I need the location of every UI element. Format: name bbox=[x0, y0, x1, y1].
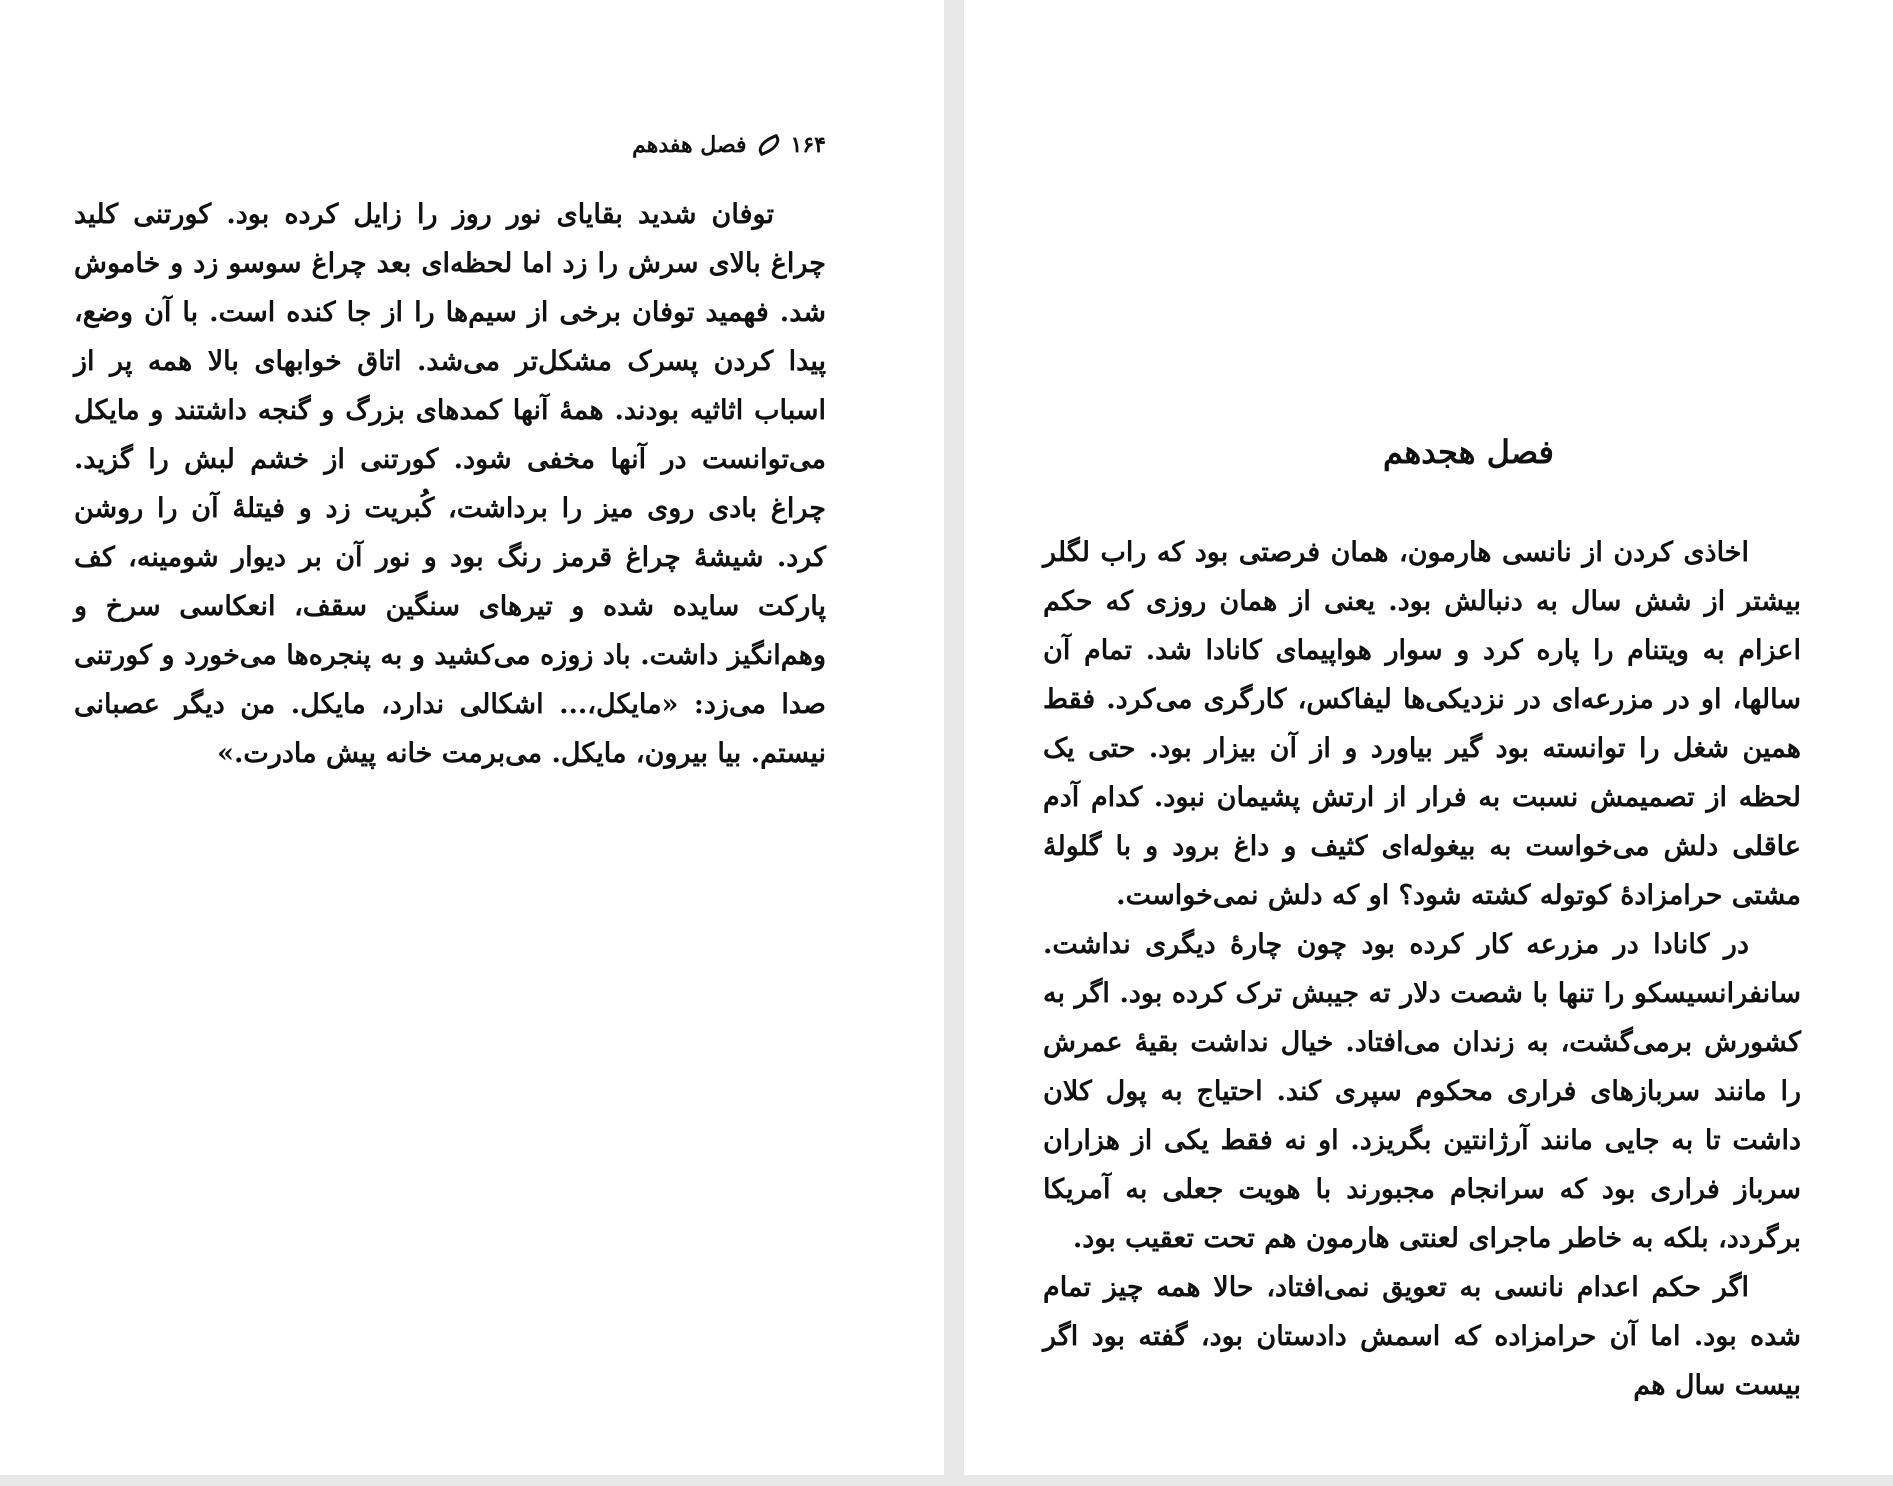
page-number: ۱۶۴ bbox=[790, 132, 826, 158]
paragraph: اخاذی کردن از نانسی هارمون، همان فرصتی بود که راب لگلر بیشتر از شش سال به دنبالش بود. یعنی از همان روزی که حکم اعزام به ویتنام را پاره کرد و سوار هواپیمای کانادا شد. تمام آن سالها، او در مزرعه‌ای در نزدیکی‌ها لیفاکس، کارگری می‌کرد. فقط همین شغل را توانسته بود گیر بیاورد و از آن بیزار بود. حتی یک لحظه از تصمیمش نسبت به فرار از ارتش پشیمان نبود. کدام آدم عاقلی دلش می‌خواست به بیغوله‌ای کثیف و داغ برود و با گلولهٔ مشتی حرامزادهٔ کوتوله کشته شود؟ او که دلش نمی‌خواست. bbox=[1043, 537, 1801, 911]
running-head bbox=[632, 130, 826, 160]
right-page bbox=[964, 0, 1893, 1475]
leaf-icon bbox=[755, 134, 783, 157]
running-head-chapter: فصل هفدهم bbox=[632, 132, 747, 158]
paragraph: توفان شدید بقایای نور روز را زایل کرده بود. کورتنی کلید چراغ بالای سرش را زد اما لحظه‌ای بعد چراغ سوسو زد و خاموش شد. فهمید توفان برخی از سیم‌ها را از جا کنده است. با آن وضع، پیدا کردن پسرک مشکل‌تر می‌شد. اتاق خوابهای بالا همه پر از اسباب اثاثیه بودند. همهٔ آنها کمدهای بزرگ و گنجه داشتند و مایکل می‌توانست در آنها مخفی شود. کورتنی از خشم لبش را گزید. چراغ بادی روی میز را برداشت، کُبریت زد و فیتلهٔ آن را روشن کرد. شیشهٔ چراغ قرمز رنگ بود و نور آن بر دیوار شومینه، کف پارکت سایده شده و تیرهای سنگین سقف، انعکاسی سرخ و وهم‌انگیز داشت. باد زوزه می‌کشید و به پنجره‌ها می‌خورد و کورتنی صدا می‌زد: «مایکل،... اشکالی ندارد، مایکل. من دیگر عصبانی نیستم. بیا بیرون، مایکل. می‌برمت خانه پیش مادرت.» bbox=[74, 199, 826, 769]
paragraph: اگر حکم اعدام نانسی به تعویق نمی‌افتاد، حالا همه چیز تمام شده بود. اما آن حرامزاده که اسمش دادستان بود، گفته بود اگر بیست سال هم bbox=[1043, 1272, 1801, 1401]
left-body-text bbox=[74, 190, 826, 778]
paragraph: در کانادا در مزرعه کار کرده بود چون چارهٔ دیگری نداشت. سانفرانسیسکو را تنها با شصت دلار ته جیبش ترک کرده بود. اگر به کشورش برمی‌گشت، به زندان می‌افتاد. خیال نداشت بقیهٔ عمرش را مانند سربازهای فراری محکوم سپری کند. احتیاج به پول کلان داشت تا به جایی مانند آرژانتین بگریزد. او نه فقط یکی از هزاران سرباز فراری بود که سرانجام مجبورند با هویت جعلی به آمریکا برگردد، بلکه به خاطر ماجرای لعنتی هارمون هم تحت تعقیب بود. bbox=[1043, 929, 1801, 1254]
chapter-title: فصل هجدهم bbox=[1383, 433, 1554, 471]
right-body-text bbox=[1043, 528, 1801, 1410]
left-page bbox=[0, 0, 944, 1475]
